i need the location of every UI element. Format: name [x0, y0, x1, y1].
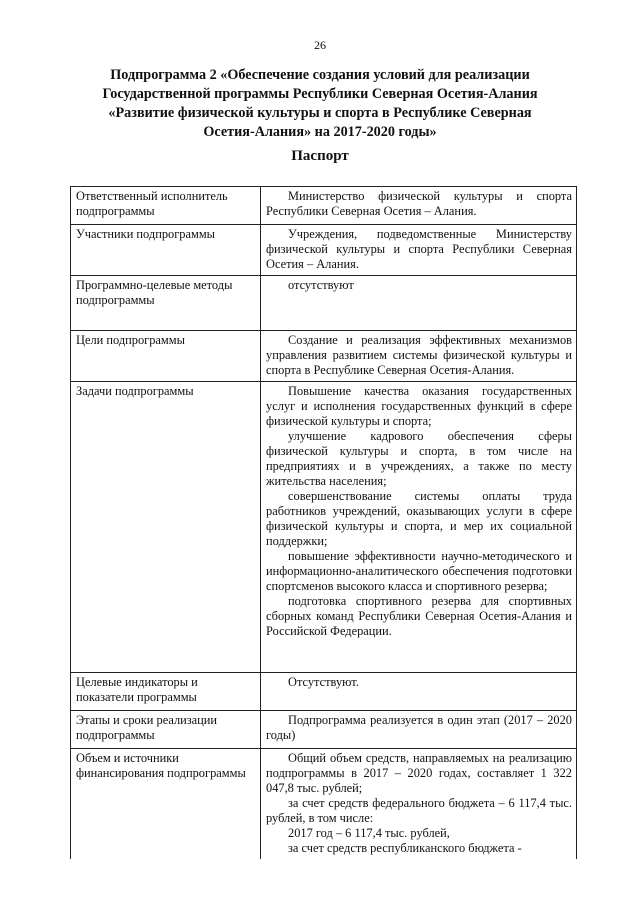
row-label: Этапы и сроки реализации подпрограммы — [71, 711, 261, 749]
title-line: «Развитие физической культуры и спорта в Республике Северная — [108, 105, 532, 121]
passport-heading: Паспорт — [291, 148, 349, 164]
table-row-stages — [71, 711, 577, 749]
paragraph: Министерство физической культуры и спорта Республики Северная Осетия – Алания. — [266, 189, 572, 218]
row-label: Программно-целевые методы подпрограммы — [71, 276, 261, 331]
row-value — [261, 749, 577, 860]
page-number: 26 — [314, 38, 326, 52]
table-row-goals — [71, 331, 577, 382]
row-label: Цели подпрограммы — [71, 331, 261, 382]
paragraph: отсутствуют — [288, 278, 354, 292]
row-value — [261, 382, 577, 673]
row-label: Задачи подпрограммы — [71, 382, 261, 673]
table-row-methods — [71, 276, 577, 331]
row-value — [261, 331, 577, 382]
paragraph: Создание и реализация эффективных механизмов управления развитием системы физической культуры и спорта в Республике Северная Осетия-Алания. — [266, 333, 572, 377]
title-line: Государственной программы Республики Северная Осетия-Алания — [102, 86, 538, 102]
table-row-tasks — [71, 382, 577, 673]
table-row-responsible — [71, 187, 577, 225]
document-title — [60, 66, 580, 142]
row-value — [261, 225, 577, 276]
paragraph: Отсутствуют. — [288, 675, 359, 689]
passport-table — [70, 186, 577, 859]
row-value — [261, 276, 577, 331]
row-value — [261, 187, 577, 225]
table-row-participants — [71, 225, 577, 276]
paragraph: Общий объем средств, направляемых на реализацию подпрограммы в 2017 – 2020 годах, составляет 1 322 047,8 тыс. рублей; — [266, 751, 572, 795]
paragraph: подготовка спортивного резерва для спортивных сборных команд Республики Северная Осетия-Алания и Российской Федерации. — [266, 594, 572, 638]
row-label: Участники подпрограммы — [71, 225, 261, 276]
title-line: Подпрограмма 2 «Обеспечение создания условий для реализации — [110, 67, 530, 83]
paragraph: повышение эффективности научно-методического и информационно-аналитического обеспечения подготовки спортсменов высокого класса и спортивного резерва; — [266, 549, 572, 593]
paragraph: совершенствование системы оплаты труда работников учреждений, оказывающих услуги в сфере физической культуры и спорта, и мер их социальной поддержки; — [266, 489, 572, 548]
paragraph: 2017 год – 6 117,4 тыс. рублей, — [288, 826, 450, 840]
row-label: Объем и источники финансирования подпрограммы — [71, 749, 261, 860]
table-row-indicators — [71, 673, 577, 711]
title-line: Осетия-Алания» на 2017-2020 годы» — [203, 124, 437, 140]
paragraph: Повышение качества оказания государственных услуг и исполнения государственных функций в сфере физической культуры и спорта; — [266, 384, 572, 428]
row-label: Ответственный исполнитель подпрограммы — [71, 187, 261, 225]
paragraph: улучшение кадрового обеспечения сферы физической культуры и спорта, в том числе на предприятиях и в учреждениях, а также по месту жительства населения; — [266, 429, 572, 488]
row-value — [261, 711, 577, 749]
paragraph: за счет средств республиканского бюджета - — [288, 841, 522, 855]
table-row-financing — [71, 749, 577, 860]
row-value — [261, 673, 577, 711]
paragraph: за счет средств федерального бюджета – 6 117,4 тыс. рублей, в том числе: — [266, 796, 572, 825]
row-label: Целевые индикаторы и показатели программы — [71, 673, 261, 711]
paragraph: Подпрограмма реализуется в один этап (2017 – 2020 годы) — [266, 713, 572, 742]
paragraph: Учреждения, подведомственные Министерству физической культуры и спорта Республики Северная Осетия – Алания. — [266, 227, 572, 271]
